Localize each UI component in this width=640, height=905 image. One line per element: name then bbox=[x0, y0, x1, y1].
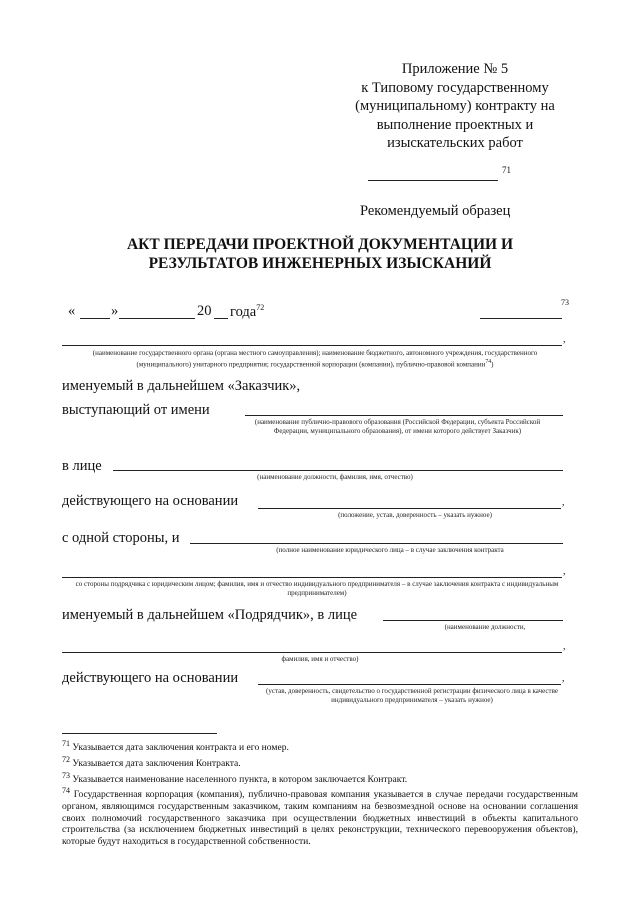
footnote-text: Указывается дата заключения контракта и его номер. bbox=[72, 742, 289, 754]
hint-text: (наименование государственного органа (органа местного самоуправления); наименование бюджетного, автономного учреждения, государственного (муниципального) унитарного предприятия; государственной корпорации (компании), публично-правовой компании bbox=[92, 349, 538, 369]
title-line: АКТ ПЕРЕДАЧИ ПРОЕКТНОЙ ДОКУМЕНТАЦИИ И bbox=[126, 236, 514, 253]
footnote bbox=[62, 770, 578, 786]
appendix-line: изыскательских работ bbox=[387, 135, 523, 151]
year-prefix: 20 bbox=[197, 303, 212, 319]
year-field[interactable] bbox=[214, 318, 228, 319]
behalf-hint: (наименование публично-правового образования (Российской Федерации, субъекта Российской Федерации, муниципального образования), от имени которого действует Заказчик) bbox=[254, 418, 541, 435]
appendix-line: выполнение проектных и bbox=[376, 116, 534, 133]
appendix-note-ref: 71 bbox=[502, 165, 511, 175]
place-note-ref: 73 bbox=[561, 298, 569, 307]
footnote-text: Указывается дата заключения Контракта. bbox=[72, 757, 241, 769]
comma: , bbox=[563, 334, 566, 345]
contractor-hint: (полное наименование юридического лица – в случае заключения контракта bbox=[276, 546, 504, 554]
customer-hint bbox=[70, 349, 560, 369]
named-customer-text: именуемый в дальнейшем «Заказчик», bbox=[62, 378, 301, 394]
date-open-quote: « bbox=[68, 303, 76, 319]
behalf-field[interactable] bbox=[245, 415, 563, 416]
acting-on-behalf-label: выступающий от имени bbox=[62, 402, 210, 418]
comma: , bbox=[563, 566, 566, 577]
title-line: РЕЗУЛЬТАТОВ ИНЖЕНЕРНЫХ ИЗЫСКАНИЙ bbox=[148, 255, 492, 272]
customer-name-field[interactable] bbox=[62, 345, 562, 346]
day-field[interactable] bbox=[80, 318, 110, 319]
footnotes bbox=[62, 738, 578, 848]
place-field[interactable] bbox=[480, 318, 562, 319]
named-contractor-text: именуемый в дальнейшем «Подрядчик», в лице bbox=[62, 607, 358, 623]
year-word: года bbox=[230, 303, 257, 320]
person-field[interactable] bbox=[113, 470, 563, 471]
acting-basis-label-2: действующего на основании bbox=[62, 670, 239, 686]
in-person-label: в лице bbox=[62, 458, 102, 474]
footnote-text: Государственная корпорация (компания), публично-правовая компания указывается в случае передачи государственным органом, являющимся государственным заказчиком, таким компаниям на безвозмездной основе на основании соглашения своих полномочий государственного заказчика при осуществлении бюджетных инвестиций в объекты капитального строительства (за исключением бюджетных инвестиций в целях реконструкции, технического перевооружения объектов), которые будут находиться в государственной собственности. bbox=[62, 789, 578, 847]
document-title bbox=[90, 235, 550, 273]
footnote-separator bbox=[62, 733, 217, 734]
footnote-number: 72 bbox=[62, 754, 70, 764]
basis-field[interactable] bbox=[258, 508, 561, 509]
basis-hint-2: (устав, доверенность, свидетельство о государственной регистрации физического лица в качестве индивидуального предпринимателя – указать нужное) bbox=[266, 687, 558, 704]
footnote-ref: 74 bbox=[485, 359, 492, 365]
one-side-label: с одной стороны, и bbox=[62, 530, 180, 546]
contractor-fio-field[interactable] bbox=[62, 652, 562, 653]
appendix-block bbox=[320, 60, 590, 153]
appendix-underline bbox=[368, 180, 498, 181]
comma: , bbox=[562, 673, 565, 684]
contractor-name-field[interactable] bbox=[190, 543, 563, 544]
person-hint: (наименование должности, фамилия, имя, отчество) bbox=[257, 473, 413, 481]
footnote-ref: 72 bbox=[256, 303, 265, 312]
footnote bbox=[62, 785, 578, 847]
contractor-position-field[interactable] bbox=[383, 620, 563, 621]
footnote-text: Указывается наименование населенного пункта, в котором заключается Контракт. bbox=[72, 773, 408, 785]
fio-hint: фамилия, имя и отчество) bbox=[281, 655, 359, 663]
footnote-number: 71 bbox=[62, 739, 70, 748]
sample-label: Рекомендуемый образец bbox=[360, 203, 511, 219]
hint-text: ) bbox=[491, 360, 494, 369]
contractor-hint-2: со стороны подрядчика с юридическим лицом; фамилия, имя и отчество индивидуального предпринимателя – в случае заключения контракта с индивидуальным предпринимателем) bbox=[75, 580, 559, 597]
acting-basis-label: действующего на основании bbox=[62, 493, 239, 509]
footnote-number: 73 bbox=[62, 770, 70, 780]
date-close-quote: » bbox=[111, 303, 119, 319]
year-suffix bbox=[230, 303, 264, 321]
comma: , bbox=[562, 497, 565, 508]
position-hint: (наименование должности, bbox=[444, 623, 526, 631]
footnote bbox=[62, 738, 578, 754]
appendix-line: к Типовому государственному bbox=[361, 79, 549, 96]
appendix-line: (муниципальному) контракту на bbox=[355, 98, 555, 114]
appendix-line: Приложение № 5 bbox=[401, 61, 509, 77]
comma: , bbox=[563, 641, 566, 652]
basis-field-2[interactable] bbox=[258, 684, 561, 685]
basis-hint: (положение, устав, доверенность – указать нужное) bbox=[338, 511, 492, 519]
footnote-number: 74 bbox=[62, 786, 70, 796]
footnote bbox=[62, 754, 578, 770]
contractor-name-field-2[interactable] bbox=[62, 577, 562, 578]
month-field[interactable] bbox=[119, 318, 195, 319]
